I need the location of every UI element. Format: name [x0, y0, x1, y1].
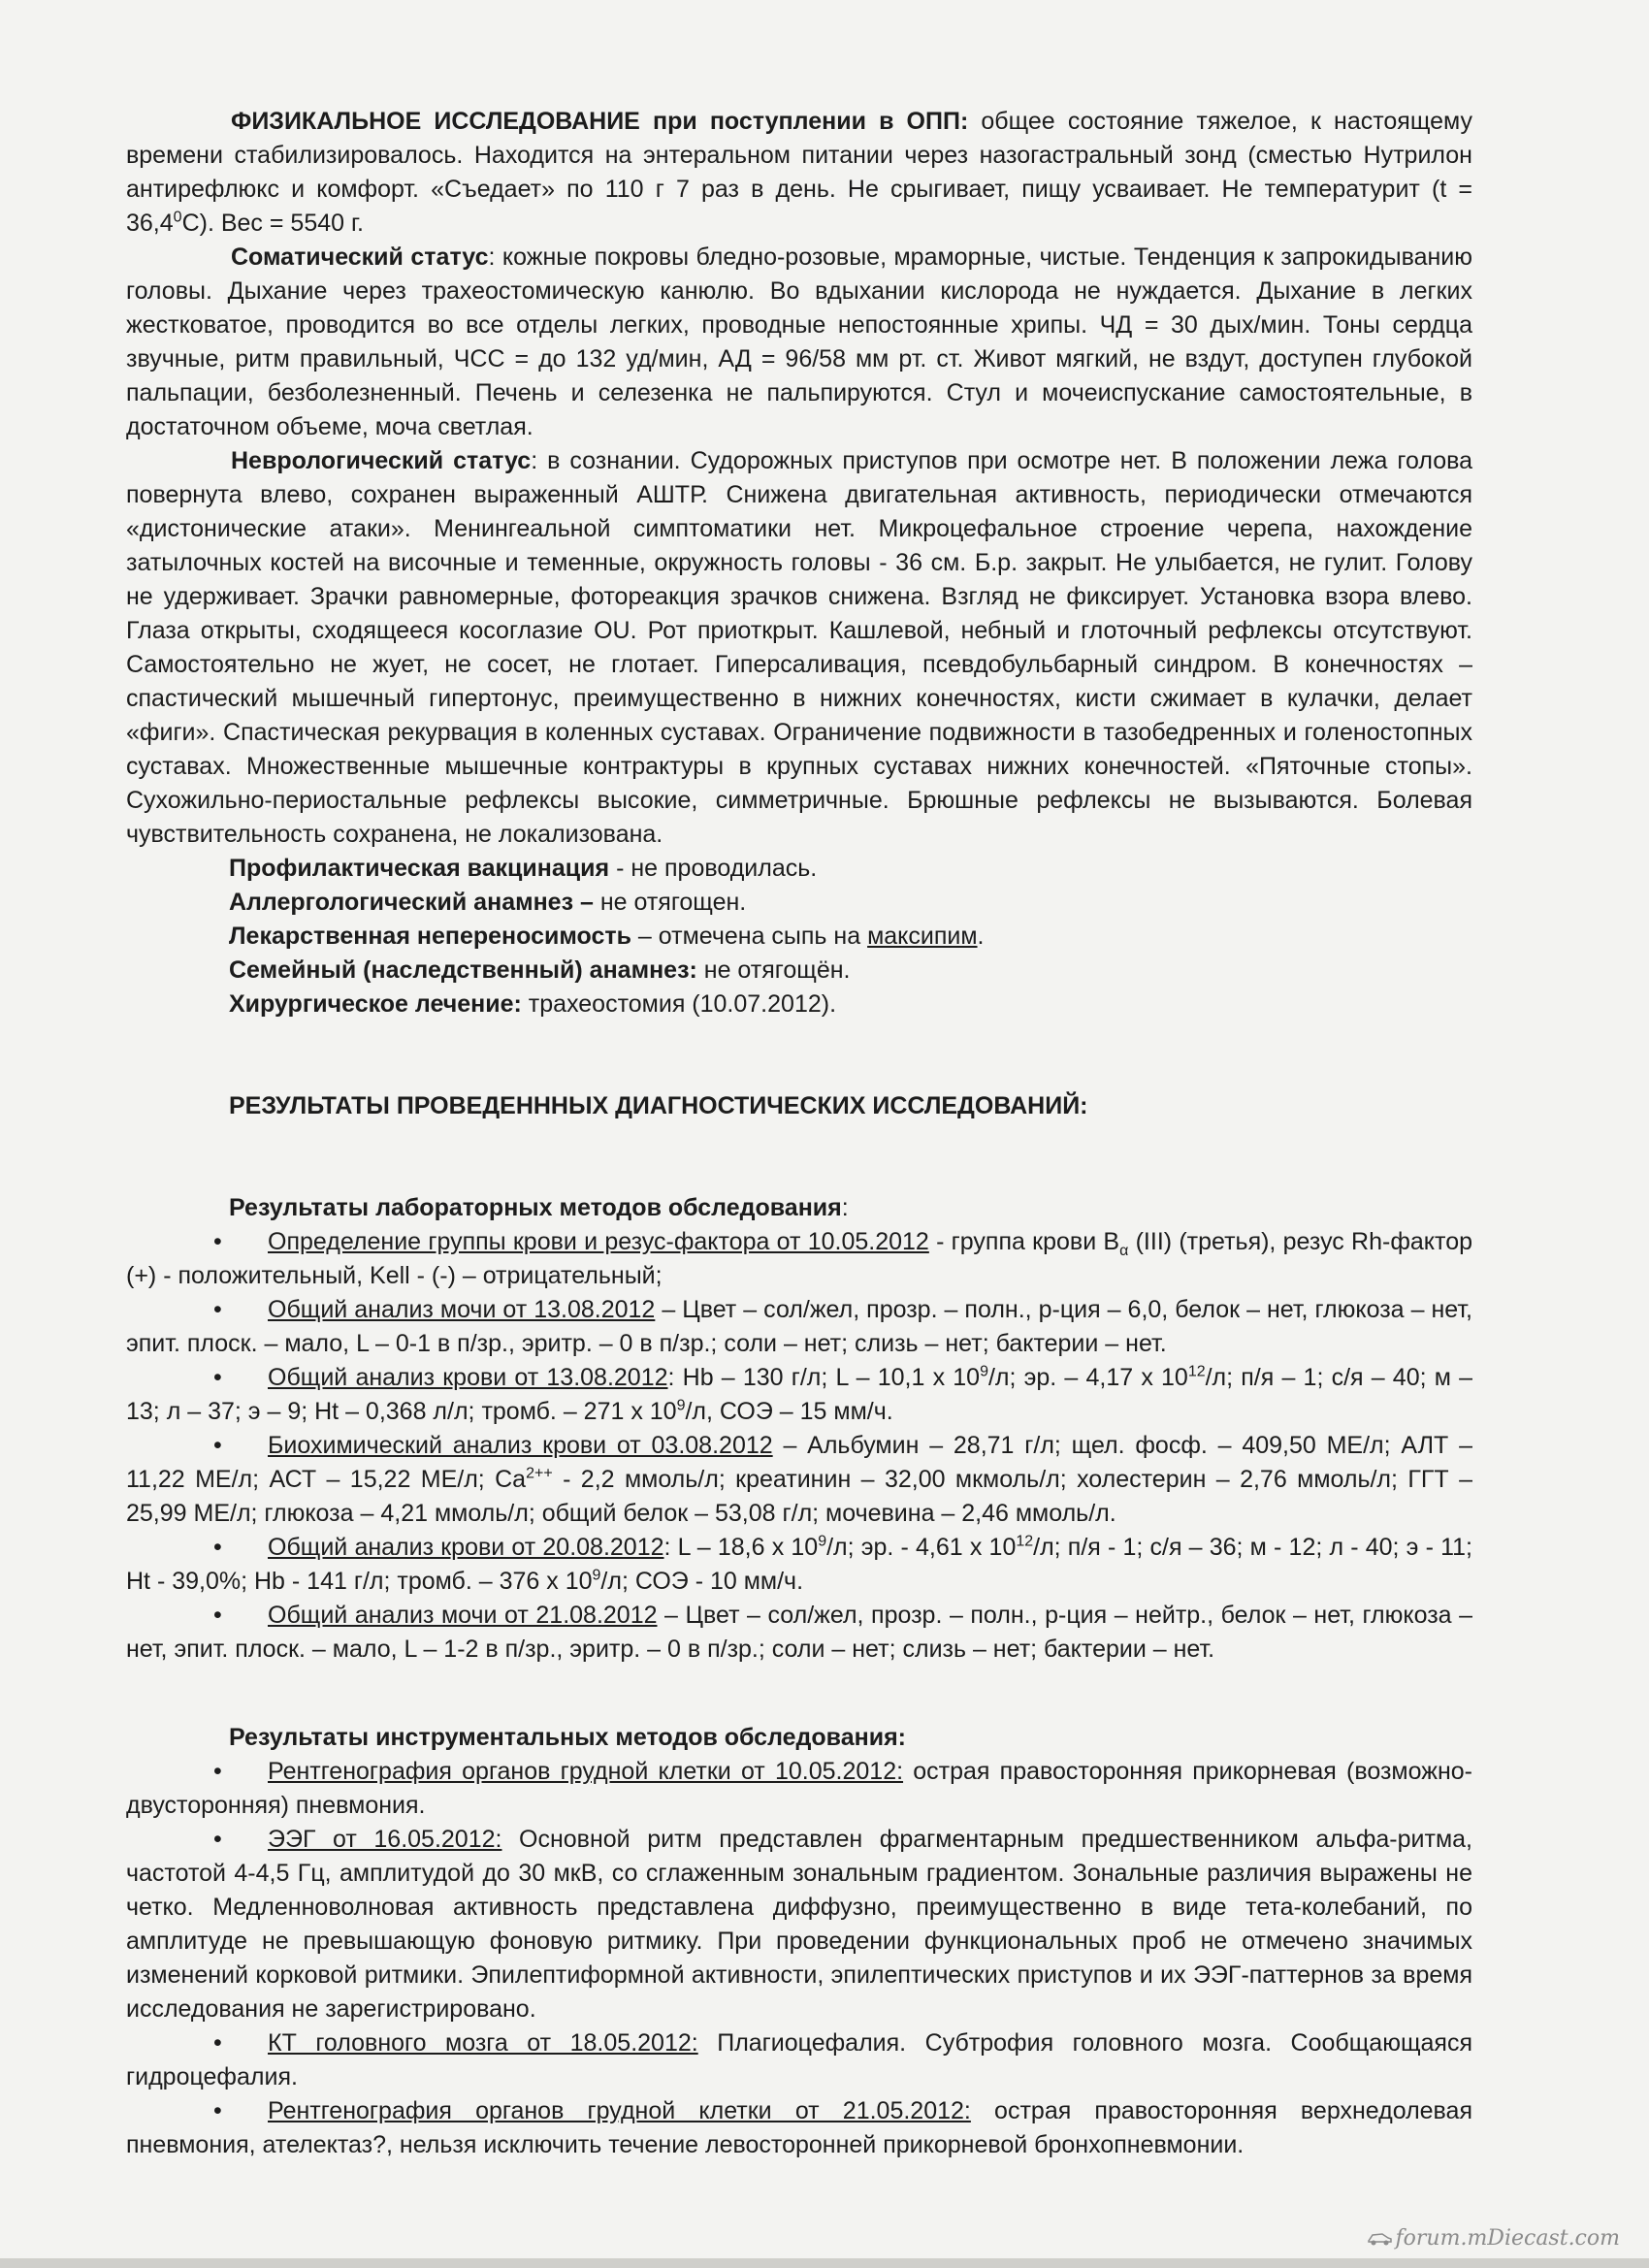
neuro-status-paragraph: Неврологический статус: в сознании. Судорожных приступов при осмотре нет. В положении лежа голова повернута влево, сохранен выраженный АШТР. Снижена двигательная активность, периодически отмечаются «дистонические атаки». Менингеальной симптоматики нет. Микроцефальное строение черепа, нахождение затылочных костей на височные и теменные, окружность головы - 36 см. Б.р. закрыт. Не улыбается, не гулит. Голову не удерживает. Зрачки равномерные, фотореакция зрачков снижена. Взгляд не фиксирует. Установка взора влево. Глаза открыты, сходящееся косоглазие OU. Рот приоткрыт. Кашлевой, небный и глоточный рефлексы отсутствуют. Самостоятельно не жует, не сосет, не глотает. Гиперсаливация, псевдобульбарный синдром. В конечностях – спастический мышечный гипертонус, преимущественно в нижних конечностях, кисти сжимает в кулачки, делает «фиги». Спастическая рекурвация в коленных суставах. Ограничение подвижности в тазобедренных и голеностопных суставах. Множественные мышечные контрактуры в крупных суставах нижних конечностей. «Пяточные стопы». Сухожильно-периостальные рефлексы высокие, симметричные. Брюшные рефлексы не вызываются. Болевая чувствительность сохранена, не локализована. — [126, 447, 1473, 848]
lab-results-title: Результаты лабораторных методов обследования: — [229, 1194, 849, 1221]
results-title: РЕЗУЛЬТАТЫ ПРОВЕДЕНННЫХ ДИАГНОСТИЧЕСКИХ ИССЛЕДОВАНИЙ: — [229, 1092, 1088, 1119]
list-item: • Рентгенография органов грудной клетки от 10.05.2012: острая правосторонняя прикорневая (возможно-двусторонняя) пневмония. — [126, 1755, 1472, 1823]
watermark: forum.mDiecast.com — [1367, 2226, 1620, 2251]
instrumental-results-title: Результаты инструментальных методов обследования: — [229, 1724, 906, 1751]
physical-exam-paragraph: ФИЗИКАЛЬНОЕ ИССЛЕДОВАНИЕ при поступлении в ОПП: общее состояние тяжелое, к настоящему времени стабилизировалось. Находится на энтеральном питании через назогастральный зонд (сместью Нутрилон антирефлюкс и комфорт. «Съедает» по 110 г 7 раз в день. Не срыгивает, пищу усваивает. Не температурит $(t = 36,4^0С)$. Вес = 5540 г. — [126, 108, 1472, 237]
surgery-line: Хирургическое лечение: трахеостомия (10.07.2012). — [229, 990, 837, 1018]
vaccination-line: Профилактическая вакцинация - не проводилась. — [229, 855, 818, 882]
bullet-icon: • — [213, 2029, 222, 2057]
list-item: • Общий анализ крови от 20.08.2012: L – 18,6 x $10^9/л$; эр. - 4,61 х $10^{12}/л$; п/я - 1; с/я – 36; м - 12; л - 40; э - 11; Ht - 39,0%; Hb - 141 г/л; тромб. – 376 х $10^9/л$; СОЭ - 10 мм/ч. — [126, 1531, 1472, 1599]
list-item: • Общий анализ мочи от 21.08.2012 – Цвет – сол/жел, прозр. – полн., р-ция – нейтр., белок – нет, глюкоза – нет, эпит. плоск. – мало, L – 1-2 в п/зр., эритр. – 0 в п/зр.; соли – нет; слизь – нет; бактерии – нет. — [126, 1599, 1472, 1667]
bullet-icon: • — [213, 1364, 222, 1391]
neuro-status-heading: Неврологический статус — [231, 447, 532, 474]
bullet-icon: • — [213, 1758, 222, 1785]
bullet-icon: • — [213, 1228, 222, 1255]
list-item: • Общий анализ мочи от 13.08.2012 – Цвет – сол/жел, прозр. – полн., р-ция – 6,0, белок – нет, глюкоза – нет, эпит. плоск. – мало, L – 0-1 в п/зр., эритр. – 0 в п/зр.; соли – нет; слизь – нет; бактерии – нет. — [126, 1293, 1472, 1361]
bullet-icon: • — [213, 1296, 222, 1323]
somatic-status-paragraph: Соматический статус: кожные покровы бледно-розовые, мраморные, чистые. Тенденция к запрокидыванию головы. Дыхание через трахеостомическую канюлю. Во вдыхании кислорода не нуждается. Дыхание в легких жестковатое, проводится во все отделы легких, проводные непостоянные хрипы. ЧД = 30 дых/мин. Тоны сердца звучные, ритм правильный, ЧСС = до 132 уд/мин, АД = 96/58 мм рт. ст. Живот мягкий, не вздут, доступен глубокой пальпации, безболезненный. Печень и селезенка не пальпируются. Стул и мочеиспускание самостоятельные, в достаточном объеме, моча светлая. — [126, 243, 1472, 440]
diecast-car-icon — [1367, 2229, 1392, 2247]
anamnesis-block — [126, 852, 1472, 1021]
bullet-icon: • — [213, 2097, 222, 2124]
bullet-icon: • — [213, 1432, 222, 1459]
document-page — [126, 105, 1472, 2162]
list-item: • Биохимический анализ крови от 03.08.2012 – Альбумин – 28,71 г/л; щел. фосф. – 409,50 МЕ/л; АЛТ – 11,22 МЕ/л; АСТ – 15,22 МЕ/л; $Ca^{2++} - 2,2$ ммоль/л; креатинин – 32,00 мкмоль/л; холестерин – 2,76 ммоль/л; ГГТ – 25,99 МЕ/л; глюкоза – 4,21 ммоль/л; общий белок – 53,08 г/л; мочевина – 2,46 ммоль/л. — [126, 1429, 1472, 1531]
physical-exam-heading: ФИЗИКАЛЬНОЕ ИССЛЕДОВАНИЕ при поступлении в ОПП: — [231, 108, 969, 135]
bullet-icon: • — [213, 1534, 222, 1561]
list-item: • КТ головного мозга от 18.05.2012: Плагиоцефалия. Субтрофия головного мозга. Сообщающаяся гидроцефалия. — [126, 2026, 1472, 2094]
drug-intolerance-line: Лекарственная непереносимость – отмечена сыпь на максипим. — [229, 923, 985, 950]
list-item: • Рентгенография органов грудной клетки от 21.05.2012: острая правосторонняя верхнедолевая пневмония, ателектаз?, нельзя исключить течение левосторонней прикорневой бронхопневмонии. — [126, 2094, 1472, 2162]
family-anamnesis-line: Семейный (наследственный) анамнез: не отягощён. — [229, 956, 851, 984]
list-item: • Определение группы крови и резус-фактора от 10.05.2012 - группа крови $В_\alpha$ (III) (третья), резус Rh-фактор (+) - положительный, Kell - (-) – отрицательный; — [126, 1225, 1472, 1293]
scan-edge — [0, 2258, 1649, 2268]
bullet-icon: • — [213, 1826, 222, 1853]
allergy-line: Аллергологический анамнез – не отягощен. — [229, 889, 747, 916]
list-item: • ЭЭГ от 16.05.2012: Основной ритм представлен фрагментарным предшественником альфа-ритма, частотой 4-4,5 Гц, амплитудой до 30 мкВ, со сглаженным зональным градиентом. Зональные различия выражены не четко. Медленноволновая активность представлена диффузно, преимущественно в виде тета-колебаний, по амплитуде не превышающую фоновую ритмику. При проведении функциональных проб не отмечено значимых изменений корковой ритмики. Эпилептиформной активности, эпилептических приступов и их ЭЭГ-паттернов за время исследования не зарегистрировано. — [126, 1823, 1472, 2026]
somatic-status-heading: Соматический статус — [231, 243, 489, 271]
list-item: • Общий анализ крови от 13.08.2012: Hb – 130 г/л; L – 10,1 x $10^9/л$; эр. – 4,17 х $10^{12}/л$; п/я – 1; с/я – 40; м – 13; л – 37; э – 9; Ht – 0,368 л/л; тромб. – 271 х $10^9/л$, СОЭ – 15 мм/ч. — [126, 1361, 1472, 1429]
bullet-icon: • — [213, 1602, 222, 1629]
